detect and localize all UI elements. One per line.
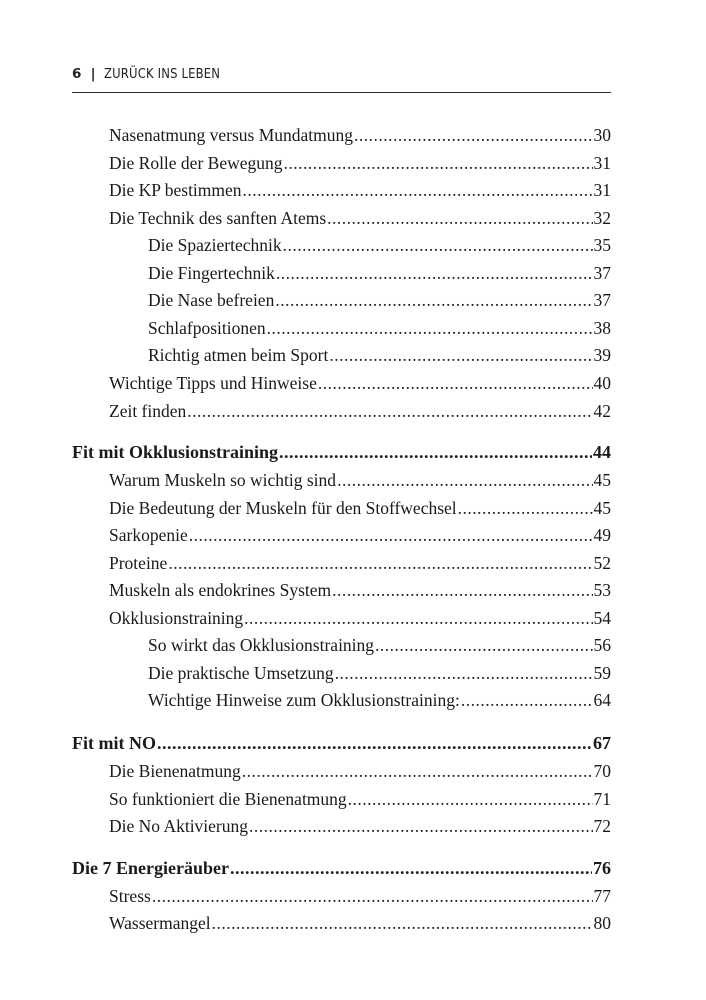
toc-leader-dots: [212, 911, 593, 935]
toc-entry: [148, 288, 611, 312]
toc-leader-dots: [329, 343, 592, 367]
toc-entry-title: Stress: [109, 886, 151, 906]
toc-leader-dots: [244, 606, 592, 630]
toc-entry: [109, 178, 611, 202]
toc-leader-dots: [283, 233, 593, 257]
toc-entry: [109, 151, 611, 175]
toc-entry-title: Richtig atmen beim Sport: [148, 345, 329, 365]
toc-entry: [148, 316, 611, 340]
toc-entry: [109, 759, 611, 783]
toc-chapter-page: 76: [593, 858, 611, 878]
toc-entry: [109, 787, 611, 811]
toc-entry-page: 42: [593, 401, 611, 421]
toc-entry-page: 31: [593, 180, 611, 200]
toc-chapter-entry: [72, 440, 611, 464]
toc-entry-page: 38: [593, 318, 611, 338]
toc-leader-dots: [354, 123, 593, 147]
toc-entry-page: 37: [593, 263, 611, 283]
toc-entry-page: 49: [593, 525, 611, 545]
toc-entry-page: 77: [593, 886, 611, 906]
toc-leader-dots: [348, 787, 593, 811]
toc-leader-dots: [275, 288, 592, 312]
toc-leader-dots: [327, 206, 592, 230]
toc-entry-title: Die Fingertechnik: [148, 263, 275, 283]
toc-entry-title: Die Technik des sanften Atems: [109, 208, 327, 228]
toc-leader-dots: [318, 371, 593, 395]
toc-entry-page: 40: [593, 373, 611, 393]
toc-entry-page: 59: [593, 663, 611, 683]
toc-leader-dots: [284, 151, 593, 175]
toc-entry-page: 53: [593, 580, 611, 600]
toc-entry-page: 70: [593, 761, 611, 781]
toc-entry-page: 54: [593, 608, 611, 628]
toc-entry-page: 45: [593, 498, 611, 518]
toc-leader-dots: [230, 856, 592, 880]
toc-entry: [148, 633, 611, 657]
toc-leader-dots: [375, 633, 592, 657]
toc-leader-dots: [187, 399, 592, 423]
toc-entry-title: Sarkopenie: [109, 525, 188, 545]
toc-leader-dots: [337, 468, 592, 492]
toc-chapter-page: 44: [593, 442, 611, 462]
toc-entry-title: Okklusionstraining: [109, 608, 244, 628]
header-book-title: ZURÜCK INS LEBEN: [103, 66, 220, 82]
toc-entry-title: So funktioniert die Bienenatmung: [109, 789, 347, 809]
toc-entry-page: 30: [593, 125, 611, 145]
toc-entry-title: Die Bedeutung der Muskeln für den Stoffwechsel: [109, 498, 457, 518]
toc-entry-title: Muskeln als endokrines System: [109, 580, 332, 600]
toc-entry-page: 71: [593, 789, 611, 809]
toc-entry-title: Schlafpositionen: [148, 318, 266, 338]
toc-leader-dots: [279, 440, 592, 464]
toc-entry-page: 56: [593, 635, 611, 655]
toc-entry: [109, 399, 611, 423]
header-separator: |: [90, 66, 96, 82]
toc-leader-dots: [168, 551, 592, 575]
toc-leader-dots: [335, 661, 593, 685]
toc-entry-page: 32: [593, 208, 611, 228]
toc-leader-dots: [242, 759, 593, 783]
toc-entry-title: Die Bienenatmung: [109, 761, 241, 781]
toc-leader-dots: [249, 814, 592, 838]
toc-leader-dots: [152, 884, 593, 908]
toc-entry-page: 39: [593, 345, 611, 365]
toc-chapter-title: Die 7 Energieräuber: [72, 858, 229, 878]
toc-entry: [109, 884, 611, 908]
toc-entry: [148, 233, 611, 257]
toc-entry-title: Die praktische Umsetzung: [148, 663, 334, 683]
toc-entry-title: Die KP bestimmen: [109, 180, 242, 200]
toc-entry-page: 45: [593, 470, 611, 490]
toc-leader-dots: [461, 688, 593, 712]
toc-leader-dots: [267, 316, 593, 340]
toc-entry-title: Wassermangel: [109, 913, 211, 933]
toc-leader-dots: [458, 496, 593, 520]
toc-chapter-title: Fit mit Okklusionstraining: [72, 442, 279, 462]
toc-entry-title: Die No Aktivierung: [109, 816, 249, 836]
toc-entry: [109, 468, 611, 492]
toc-entry: [109, 496, 611, 520]
toc-entry: [109, 578, 611, 602]
toc-entry-title: Die Rolle der Bewegung: [109, 153, 283, 173]
toc-entry: [109, 371, 611, 395]
toc-entry: [109, 551, 611, 575]
toc-entry-title: Zeit finden: [109, 401, 187, 421]
toc-entry-page: 31: [593, 153, 611, 173]
toc-entry: [109, 911, 611, 935]
toc-chapter-page: 67: [593, 733, 611, 753]
toc-leader-dots: [189, 523, 593, 547]
toc-leader-dots: [243, 178, 593, 202]
toc-entry-page: 35: [593, 235, 611, 255]
toc-entry-page: 72: [593, 816, 611, 836]
toc-entry-title: Die Nase befreien: [148, 290, 275, 310]
toc-entry: [148, 261, 611, 285]
toc-entry-title: Die Spaziertechnik: [148, 235, 282, 255]
toc-entry: [148, 343, 611, 367]
toc-entry-title: Wichtige Tipps und Hinweise: [109, 373, 317, 393]
toc-entry-page: 80: [593, 913, 611, 933]
toc-entry-title: Nasenatmung versus Mundatmung: [109, 125, 353, 145]
toc-entry: [109, 206, 611, 230]
header-page-number: 6: [72, 66, 82, 82]
toc-entry-page: 37: [593, 290, 611, 310]
toc-entry-title: Warum Muskeln so wichtig sind: [109, 470, 337, 490]
toc-entry-page: 64: [593, 690, 611, 710]
toc-entry: [148, 688, 611, 712]
toc-entry: [148, 661, 611, 685]
toc-leader-dots: [157, 731, 592, 755]
toc-entry-title: Proteine: [109, 553, 168, 573]
toc-chapter-title: Fit mit NO: [72, 733, 156, 753]
toc-entry-title: So wirkt das Okklusionstraining: [148, 635, 375, 655]
toc-chapter-entry: [72, 856, 611, 880]
toc-entry: [109, 523, 611, 547]
toc-chapter-entry: [72, 731, 611, 755]
toc-entry-title: Wichtige Hinweise zum Okklusionstraining:: [148, 690, 460, 710]
toc-leader-dots: [276, 261, 593, 285]
toc-leader-dots: [332, 578, 592, 602]
toc-entry: [109, 606, 611, 630]
toc-entry: [109, 123, 611, 147]
toc-entry-page: 52: [593, 553, 611, 573]
toc-entry: [109, 814, 611, 838]
